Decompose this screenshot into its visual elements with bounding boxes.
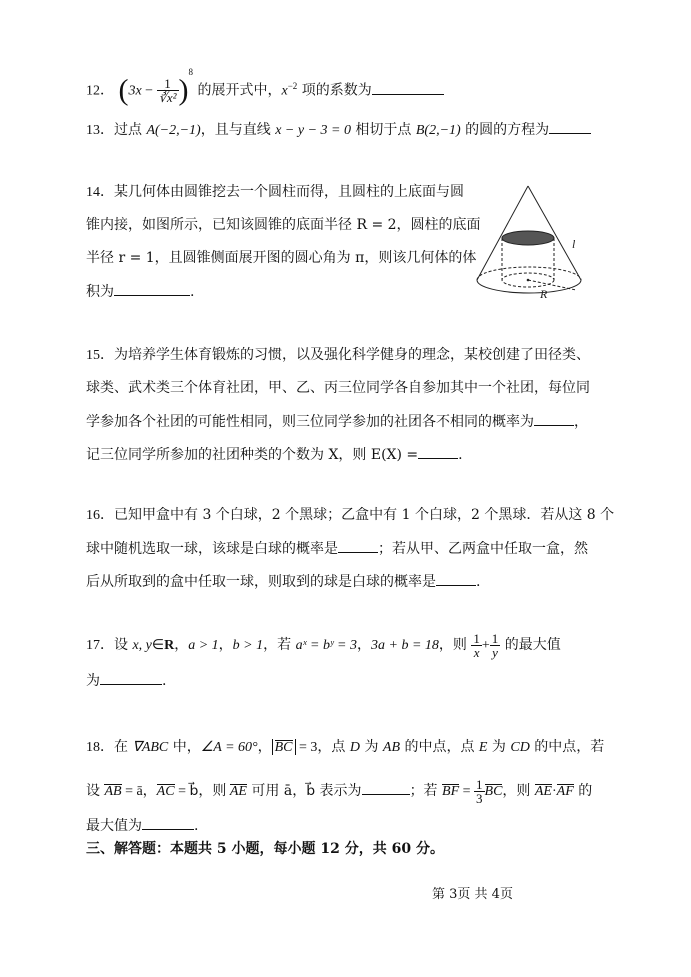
question-number: 17． (86, 638, 114, 653)
answer-blank[interactable] (100, 670, 162, 685)
text: 学参加各个社团的可能性相同，则三位同学参加的社团各不相同的概率为 (86, 414, 534, 430)
text: 的中点，若 (529, 739, 605, 755)
text: 最大值为 (86, 818, 142, 834)
vector-ae: AE (229, 784, 247, 799)
question-number: 13． (86, 123, 114, 138)
text: 中， (168, 739, 201, 755)
fraction-third: $\frac{1}{3}$ (476, 776, 483, 806)
text: 积为 (86, 284, 114, 300)
text: ；若 (409, 783, 443, 799)
question-text: 的展开式中， (197, 82, 282, 99)
text: 过点 (114, 122, 147, 138)
section-heading (86, 839, 444, 859)
equation-2: 3a + b = 18 (371, 638, 439, 653)
text: 已知甲盒中有 3 个白球，2 个黑球；乙盒中有 1 个白球，2 个黑球．若从这 8 个 (114, 507, 615, 523)
text: 球类、武术类三个体育社团，甲、乙、丙三位同学各自参加其中一个社团，每位同 (86, 380, 590, 396)
text: = ā， (121, 784, 157, 799)
question-18-line-1 (86, 737, 604, 758)
text: 的圆的方程为 (460, 122, 550, 138)
question-number: 16． (86, 508, 114, 523)
question-14-line-1 (86, 182, 464, 203)
answer-blank-1[interactable] (362, 780, 410, 795)
text: 的最大值 (500, 637, 561, 653)
question-15-line-1 (86, 345, 590, 366)
question-12 (86, 66, 606, 112)
question-16-line-1 (86, 505, 614, 526)
triangle: ∇ABC (132, 740, 169, 755)
bc-value: = 3 (295, 740, 318, 755)
question-14-line-2 (86, 215, 481, 235)
term-base: x (281, 83, 288, 99)
element-of: ∈ (151, 638, 165, 653)
text: 某几何体由圆锥挖去一个圆柱而得，且圆柱的上底面与圆 (114, 184, 464, 200)
text: ， (218, 637, 233, 653)
slant-label: l (572, 237, 576, 251)
question-18-line-3: 最大值为 . (86, 815, 198, 836)
question-16-line-3: 后从所取到的盒中任取一球，则取到的球是白球的概率是 . (86, 571, 480, 592)
answer-blank[interactable] (114, 281, 190, 296)
vector-ac: AC (156, 784, 175, 799)
page-number: 第 3页 共 4页 (432, 887, 513, 902)
expr-coef: 3x (128, 83, 142, 99)
cone-cylinder-figure (460, 180, 595, 310)
text: = (459, 784, 475, 799)
answer-blank-2[interactable] (418, 444, 458, 459)
vars: x, y (132, 638, 152, 653)
fraction-2: $\frac{1}{y}$ (491, 630, 499, 660)
text: 为 (360, 739, 383, 755)
answer-blank-1[interactable] (338, 538, 378, 553)
question-14-line-4: 积为 . (86, 281, 194, 302)
vector-bf: BF (442, 784, 460, 799)
text: 可用 ā，b⃗ 表示为 (246, 783, 362, 799)
expr-minus: − (141, 83, 157, 99)
text: 的中点，点 (400, 739, 479, 755)
text: 在 (114, 739, 133, 755)
fraction-1: $\frac{1}{x}$ (473, 630, 480, 660)
text: 相切于点 (350, 122, 416, 138)
text: ， (257, 739, 272, 755)
answer-blank-1[interactable] (534, 411, 574, 426)
answer-blank[interactable] (549, 119, 591, 134)
exponent: 8 (188, 67, 194, 77)
angle: ∠A = 60° (200, 740, 258, 755)
question-number: 18． (86, 740, 114, 755)
section-heading-text: 三、解答题：本题共 5 小题，每小题 12 分，共 60 分。 (86, 841, 444, 857)
question-14-line-3 (86, 248, 476, 268)
question-15-line-3: 学参加各个社团的可能性相同，则三位同学参加的社团各不相同的概率为 ， (86, 411, 588, 432)
answer-blank[interactable] (372, 80, 444, 95)
question-13 (86, 119, 606, 141)
text: = b⃗，则 (174, 784, 230, 799)
answer-blank-2[interactable] (436, 571, 476, 586)
bc-magnitude: BC (272, 739, 296, 755)
point-e: E (478, 740, 488, 755)
text: 记三位同学所参加的社团种类的个数为 X，则 E(X) = (86, 447, 419, 463)
point-b: B(2,−1) (415, 123, 461, 138)
fraction: $\frac{1}{\text{∛x²}}$ (158, 76, 177, 106)
text: ， (357, 637, 371, 653)
text: 为 (86, 673, 100, 689)
cond-b: b > 1 (232, 638, 264, 653)
question-text-2: 项的系数为 (301, 82, 372, 99)
question-15-line-4: 记三位同学所参加的社团种类的个数为 X，则 E(X) = . (86, 444, 463, 465)
question-number: 15． (86, 348, 114, 363)
question-number: 14． (86, 185, 114, 200)
text: ，则 (502, 783, 535, 799)
text: ，点 (317, 739, 350, 755)
text: ，且与直线 (200, 122, 276, 138)
reals: R (164, 638, 175, 653)
question-17-line-1 (86, 628, 561, 663)
question-18-line-2 (86, 774, 592, 809)
vector-ae: AE (534, 784, 552, 799)
line-equation: x − y − 3 = 0 (275, 123, 351, 138)
text: 锥内接，如图所示，已知该圆锥的底面半径 R = 2，圆柱的底面 (86, 217, 481, 233)
equation-1: aˣ = bʸ = 3 (295, 638, 357, 653)
question-number: 12． (86, 83, 114, 99)
dot-product: · (551, 784, 557, 799)
left-paren: ( (118, 73, 129, 107)
text: ，则 (438, 637, 472, 653)
text: 为培养学生体育锻炼的习惯，以及强化科学健身的理念，某校创建了田径类、 (114, 347, 590, 363)
plus: + (481, 638, 490, 653)
text: 球中随机选取一球，该球是白球的概率是 (86, 541, 338, 557)
point-d: D (349, 740, 360, 755)
text: 设 (86, 783, 105, 799)
answer-blank-2[interactable] (142, 815, 194, 830)
question-16-line-2 (86, 538, 588, 559)
text: 的 (573, 783, 593, 799)
question-17-line-2: 为 . (86, 670, 166, 691)
vector-bc: BC (484, 784, 503, 799)
question-15-line-2 (86, 378, 590, 398)
text: ；若从甲、乙两盒中任取一盒，然 (378, 541, 588, 557)
text: 半径 r = 1，且圆锥侧面展开图的圆心角为 π，则该几何体的体 (86, 250, 477, 266)
vector-ab: AB (104, 784, 122, 799)
text: 后从所取到的盒中任取一球，则取到的球是白球的概率是 (86, 574, 436, 590)
text: ， (174, 637, 189, 653)
text: ，若 (263, 637, 296, 653)
segment-cd: CD (510, 740, 530, 755)
page-footer (432, 883, 513, 902)
radius-label: R (540, 287, 548, 301)
cone-figure-svg (460, 180, 595, 310)
term-exp: −2 (287, 81, 298, 91)
text: 设 (114, 637, 133, 653)
segment-ab: AB (382, 740, 401, 755)
right-paren: ) (178, 73, 189, 107)
point-a: A(−2,−1) (146, 123, 201, 138)
text: 为 (487, 739, 511, 755)
cond-a: a > 1 (188, 638, 219, 653)
vector-af: AF (556, 784, 574, 799)
